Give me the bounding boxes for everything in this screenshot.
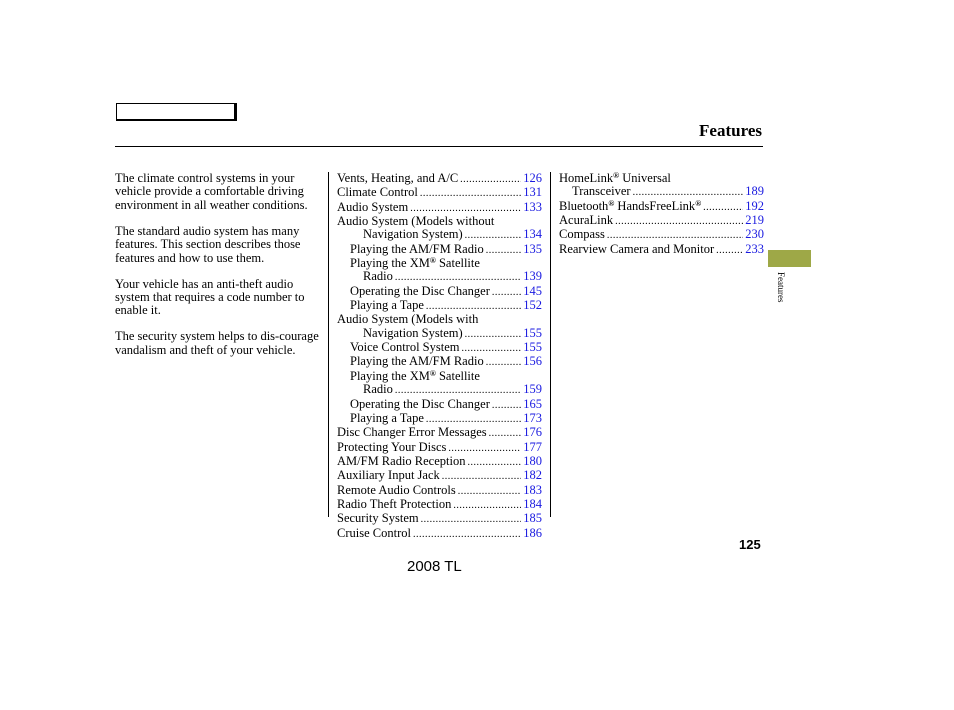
page-link[interactable]: 155 xyxy=(523,325,542,340)
toc-entry[interactable]: Remote Audio Controls ..... 183 xyxy=(337,484,542,498)
toc-entry[interactable]: Transceiver ..... 189 xyxy=(559,185,764,199)
toc-entry[interactable]: Disc Changer Error Messages ..... 176 xyxy=(337,426,542,440)
page-link[interactable]: 139 xyxy=(523,269,542,284)
toc-entry[interactable]: Navigation System) ..... 155 xyxy=(337,327,542,341)
toc-entry[interactable]: Vents, Heating, and A/C ..... 126 xyxy=(337,172,542,186)
page-link[interactable]: 165 xyxy=(523,396,542,411)
page-link[interactable]: 233 xyxy=(745,241,764,256)
toc-entry: Audio System (Models with xyxy=(337,312,479,327)
toc-column-b xyxy=(559,172,764,257)
toc-entry[interactable]: Security System ..... 185 xyxy=(337,512,542,526)
toc-entry[interactable]: Radio ..... 159 xyxy=(337,383,542,397)
page-link[interactable]: 135 xyxy=(523,241,542,256)
nav-box xyxy=(116,103,237,121)
page-link[interactable]: 192 xyxy=(745,198,764,213)
page-link[interactable]: 186 xyxy=(523,525,542,540)
page-link[interactable]: 182 xyxy=(523,468,542,483)
toc-entry[interactable]: Climate Control ..... 131 xyxy=(337,186,542,200)
toc-entry[interactable]: Playing a Tape ..... 173 xyxy=(337,412,542,426)
toc-entry[interactable]: AM/FM Radio Reception ..... 180 xyxy=(337,455,542,469)
intro-paragraph: The standard audio system has many features. This section describes those features and how to use them. xyxy=(115,223,301,265)
section-tab[interactable] xyxy=(768,250,811,267)
page-link[interactable]: 185 xyxy=(523,511,542,526)
page-link[interactable]: 134 xyxy=(523,227,542,242)
toc-entry[interactable]: Audio System ..... 133 xyxy=(337,201,542,215)
intro-paragraph: The climate control systems in your vehicle provide a comfortable driving environment in all weather conditions. xyxy=(115,171,308,212)
column-divider xyxy=(328,172,329,517)
page-link[interactable]: 219 xyxy=(745,213,764,228)
page-link[interactable]: 176 xyxy=(523,425,542,440)
toc-entry[interactable]: Rearview Camera and Monitor ..... 233 xyxy=(559,243,764,257)
intro-text xyxy=(115,172,325,370)
page-link[interactable]: 133 xyxy=(523,199,542,214)
page-link[interactable]: 230 xyxy=(745,227,764,242)
toc-entry[interactable]: AcuraLink ..... 219 xyxy=(559,214,764,228)
toc-entry[interactable]: Protecting Your Discs ..... 177 xyxy=(337,441,542,455)
toc-entry[interactable]: Voice Control System ..... 155 xyxy=(337,341,542,355)
section-label: Features xyxy=(776,272,786,303)
toc-entry[interactable]: Cruise Control ..... 186 xyxy=(337,527,542,541)
toc-entry: Playing the XM® Satellite xyxy=(350,368,480,383)
page-link[interactable]: 180 xyxy=(523,453,542,468)
footer-model: 2008 TL xyxy=(407,558,462,575)
toc-entry[interactable]: Navigation System) ..... 134 xyxy=(337,228,542,242)
page-link[interactable]: 173 xyxy=(523,410,542,425)
toc-entry[interactable]: Radio Theft Protection ..... 184 xyxy=(337,498,542,512)
header-rule xyxy=(115,146,763,147)
toc-entry[interactable]: Playing the AM/FM Radio ..... 135 xyxy=(337,243,542,257)
toc-entry[interactable]: Operating the Disc Changer ..... 165 xyxy=(337,398,542,412)
toc-entry[interactable]: Compass ..... 230 xyxy=(559,228,764,242)
page-link[interactable]: 184 xyxy=(523,496,542,511)
page-link[interactable]: 183 xyxy=(523,482,542,497)
toc-entry[interactable]: Radio ..... 139 xyxy=(337,270,542,284)
toc-entry: Playing the XM® Satellite xyxy=(350,256,480,271)
toc-entry[interactable]: Playing a Tape ..... 152 xyxy=(337,299,542,313)
toc-entry[interactable]: Bluetooth® HandsFreeLink® ..... 192 xyxy=(559,200,764,214)
toc-entry[interactable]: Playing the AM/FM Radio ..... 156 xyxy=(337,355,542,369)
column-divider xyxy=(550,172,551,517)
intro-paragraph: The security system helps to dis-courage vandalism and theft of your vehicle. xyxy=(115,329,319,357)
toc-entry[interactable]: Operating the Disc Changer ..... 145 xyxy=(337,285,542,299)
page-number: 125 xyxy=(739,537,761,552)
page-link[interactable]: 155 xyxy=(523,340,542,355)
page-link[interactable]: 177 xyxy=(523,439,542,454)
page-link[interactable]: 189 xyxy=(745,184,764,199)
toc-entry[interactable]: Auxiliary Input Jack ..... 182 xyxy=(337,469,542,483)
page-link[interactable]: 156 xyxy=(523,354,542,369)
toc-entry: HomeLink® Universal xyxy=(559,171,671,185)
intro-paragraph: Your vehicle has an anti-theft audio system that requires a code number to enable it. xyxy=(115,276,305,318)
page-link[interactable]: 145 xyxy=(523,283,542,298)
page-link[interactable]: 159 xyxy=(523,382,542,397)
toc-column-a xyxy=(337,172,542,541)
page-link[interactable]: 131 xyxy=(523,185,542,200)
page-link[interactable]: 126 xyxy=(523,171,542,185)
page-link[interactable]: 152 xyxy=(523,298,542,313)
toc-entry: Audio System (Models without xyxy=(337,214,495,229)
page-title: Features xyxy=(699,121,762,140)
